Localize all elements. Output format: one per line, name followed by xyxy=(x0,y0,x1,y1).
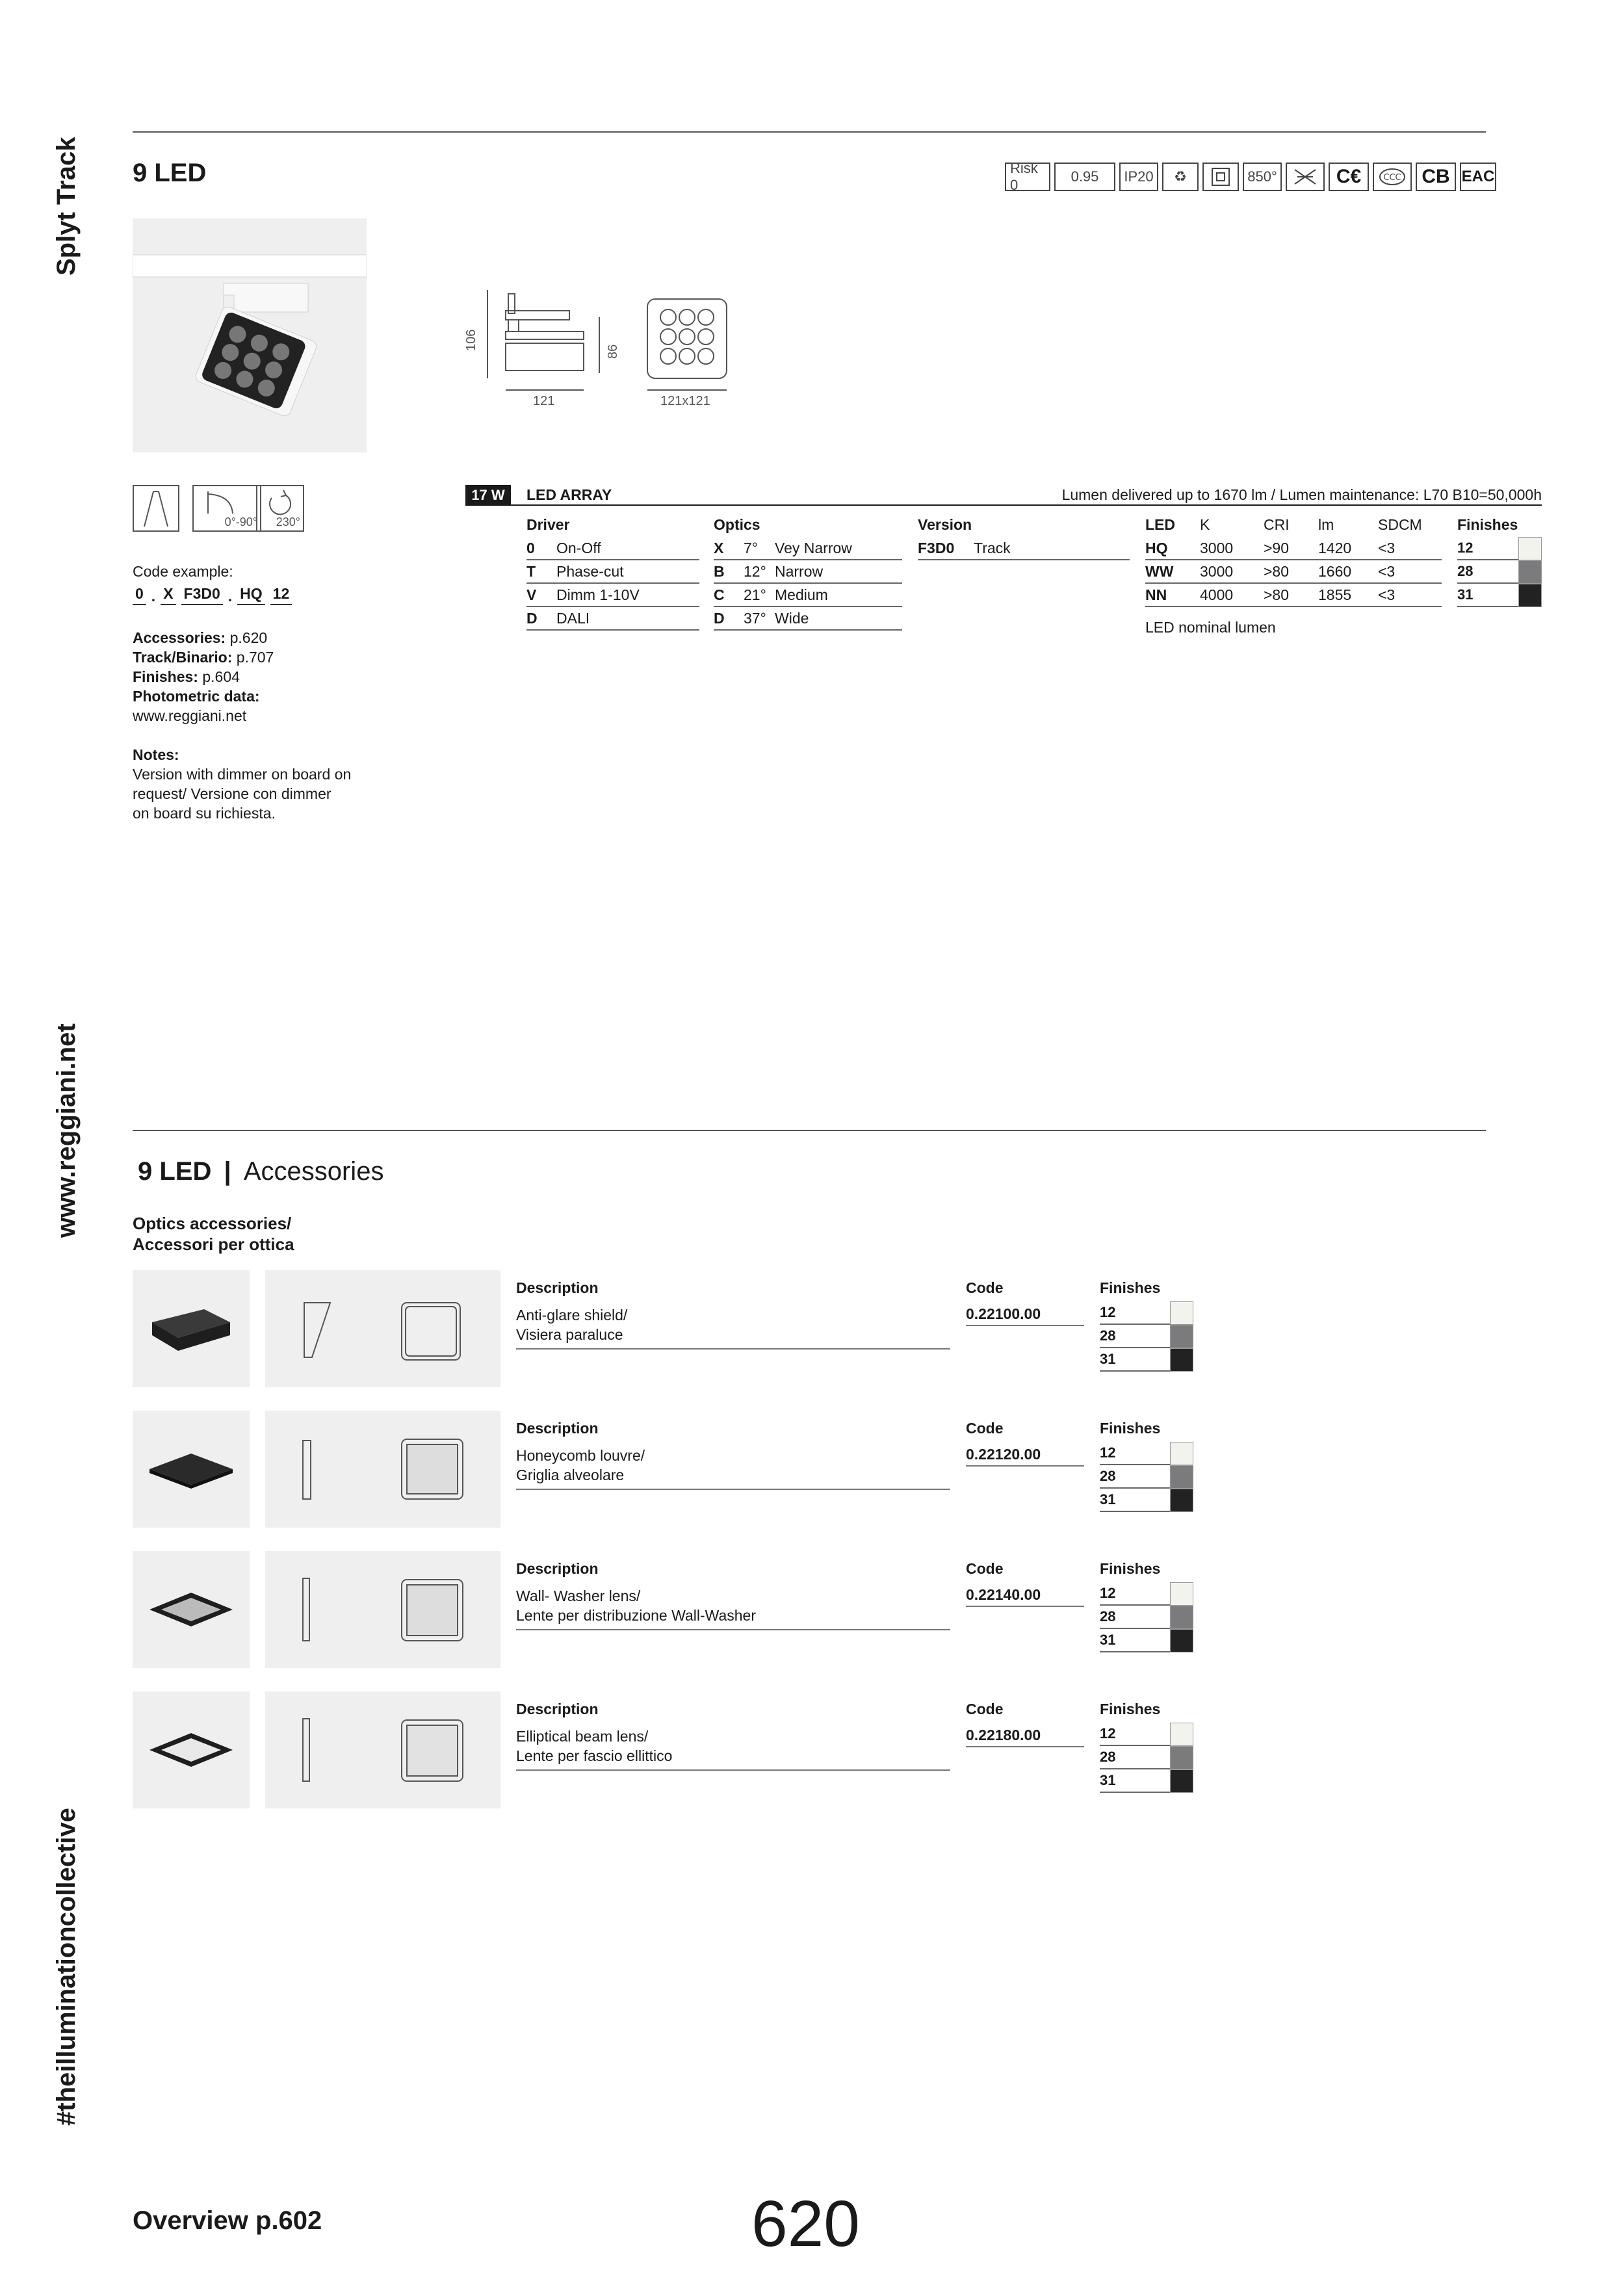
code-part-optics: X xyxy=(161,585,175,605)
certification-badges xyxy=(1005,160,1496,193)
head-height-dimension: 86 xyxy=(606,344,620,359)
acc-desc-line: Visiera paraluce xyxy=(516,1326,623,1343)
optics-header: Optics xyxy=(714,516,760,533)
class-two-icon xyxy=(1202,163,1239,191)
driver-label: Phase-cut xyxy=(556,562,624,580)
acc-fin-code: 28 xyxy=(1100,1749,1116,1765)
led-lm: 1660 xyxy=(1318,562,1352,580)
accessory-drawing-anti-glare xyxy=(265,1270,500,1387)
acc-fin-code: 28 xyxy=(1100,1327,1116,1344)
driver-code: D xyxy=(526,609,538,627)
led-header: LED xyxy=(1145,516,1175,533)
acc-fin-row-12 xyxy=(1100,1582,1193,1606)
accessories-title-main: 9 LED xyxy=(138,1157,212,1186)
led-sdcm: <3 xyxy=(1378,562,1396,580)
driver-code: V xyxy=(526,586,537,603)
finishes-header: Finishes xyxy=(1457,516,1518,533)
lumen-note: Lumen delivered up to 1670 lm / Lumen maintenance: L70 B10=50,000h xyxy=(1061,486,1542,503)
driver-label: Dimm 1-10V xyxy=(556,586,640,603)
led-row-nn xyxy=(1145,584,1442,607)
acc-desc-wall-washer xyxy=(516,1586,756,1625)
optics-row-x xyxy=(714,537,902,560)
acc-desc-line: Wall- Washer lens/ xyxy=(516,1587,641,1604)
acc-fin-code: 31 xyxy=(1100,1351,1116,1367)
track-page-link[interactable]: p.707 xyxy=(236,649,274,666)
acc-fin-swatch-white xyxy=(1170,1442,1193,1465)
title-separator: | xyxy=(224,1157,231,1186)
finish-code: 31 xyxy=(1457,586,1474,603)
acc-code-rule xyxy=(966,1746,1084,1747)
tilt-icon xyxy=(192,485,261,532)
acc-code-wall-washer: 0.22140.00 xyxy=(966,1586,1041,1603)
led-row-hq xyxy=(1145,537,1442,560)
acc-code-header: Code xyxy=(966,1279,1004,1296)
optics-row-c xyxy=(714,584,902,607)
acc-desc-rule xyxy=(516,1489,950,1490)
ccc-mark-icon xyxy=(1373,163,1412,191)
accessory-photo-wall-washer xyxy=(133,1551,250,1668)
accessories-title-sub: Accessories xyxy=(243,1157,384,1186)
k-header: K xyxy=(1200,516,1210,533)
led-code: WW xyxy=(1145,562,1174,580)
driver-label: On-Off xyxy=(556,539,601,556)
code-part-dot: . xyxy=(151,588,156,605)
risk-badge: Risk 0 xyxy=(1005,163,1050,191)
code-example-label: Code example: xyxy=(133,563,233,580)
acc-fin-code: 12 xyxy=(1100,1444,1116,1461)
driver-code: T xyxy=(526,562,536,580)
temperature-badge: 850° xyxy=(1243,163,1282,191)
cri-header: CRI xyxy=(1264,516,1290,533)
accessories-rule xyxy=(133,1130,1486,1131)
acc-fin-row-31 xyxy=(1100,1769,1193,1793)
acc-desc-rule xyxy=(516,1769,950,1771)
optics-label: Wide xyxy=(775,609,809,627)
driver-header: Driver xyxy=(526,516,570,533)
acc-fin-row-12 xyxy=(1100,1723,1193,1746)
acc-fin-swatch-white xyxy=(1170,1301,1193,1325)
optics-code: C xyxy=(714,586,725,603)
acc-fin-swatch-grey xyxy=(1170,1465,1193,1489)
sdcm-header: SDCM xyxy=(1378,516,1422,533)
optics-angle: 7° xyxy=(744,539,758,556)
acc-fin-swatch-grey xyxy=(1170,1606,1193,1629)
finish-code: 12 xyxy=(1457,540,1474,556)
acc-code-anti-glare: 0.22100.00 xyxy=(966,1305,1041,1322)
track-spot-illustration xyxy=(133,218,367,452)
optics-label: Narrow xyxy=(775,562,824,580)
acc-fin-swatch-white xyxy=(1170,1723,1193,1746)
driver-row-phase-cut xyxy=(526,560,699,584)
acc-fin-header: Finishes xyxy=(1100,1701,1161,1717)
top-rule xyxy=(133,131,1486,133)
ce-mark-icon: C€ xyxy=(1329,163,1369,191)
acc-desc-honeycomb xyxy=(516,1446,645,1485)
finish-code: 28 xyxy=(1457,563,1474,579)
acc-fin-swatch-grey xyxy=(1170,1325,1193,1348)
optics-angle: 37° xyxy=(744,609,766,627)
code-part-dot: . xyxy=(227,588,233,605)
acc-fin-row-31 xyxy=(1100,1348,1193,1372)
acc-fin-code: 31 xyxy=(1100,1772,1116,1788)
photometric-link[interactable]: www.reggiani.net xyxy=(133,707,247,724)
acc-fin-swatch-black xyxy=(1170,1348,1193,1372)
acc-desc-header: Description xyxy=(516,1701,599,1717)
acc-code-rule xyxy=(966,1465,1084,1467)
acc-fin-row-28 xyxy=(1100,1746,1193,1769)
led-lm: 1855 xyxy=(1318,586,1352,603)
power-badge: 17 W xyxy=(465,485,511,506)
optics-accessories-heading xyxy=(133,1213,294,1255)
optics-angle: 12° xyxy=(744,562,766,580)
version-row-track xyxy=(918,537,1130,560)
accessories-title xyxy=(138,1157,383,1186)
face-dimension: 121x121 xyxy=(660,394,710,408)
led-sdcm: <3 xyxy=(1378,586,1396,603)
acc-fin-row-12 xyxy=(1100,1442,1193,1465)
accessories-label: Accessories: xyxy=(133,629,226,646)
finish-swatch-grey xyxy=(1518,560,1542,584)
driver-row-dimm xyxy=(526,584,699,607)
acc-fin-row-12 xyxy=(1100,1301,1193,1325)
height-dimension: 106 xyxy=(464,329,478,351)
code-part-finish: 12 xyxy=(270,585,292,605)
led-code: HQ xyxy=(1145,539,1168,556)
led-k: 3000 xyxy=(1200,539,1234,556)
led-footnote: LED nominal lumen xyxy=(1145,619,1276,636)
optics-label: Vey Narrow xyxy=(775,539,852,556)
lm-header: lm xyxy=(1318,516,1334,533)
acc-code-elliptical: 0.22180.00 xyxy=(966,1727,1041,1743)
accessory-photo-elliptical xyxy=(133,1691,250,1808)
cb-badge: CB xyxy=(1416,163,1456,191)
acc-code-header: Code xyxy=(966,1420,1004,1437)
width-dimension: 121 xyxy=(533,394,555,408)
acc-fin-row-28 xyxy=(1100,1465,1193,1489)
rotation-icon xyxy=(256,485,304,532)
finish-row-31 xyxy=(1457,584,1542,607)
acc-desc-line: Griglia alveolare xyxy=(516,1467,625,1483)
ip-badge: IP20 xyxy=(1119,163,1158,191)
heading-line-en: Optics accessories/ xyxy=(133,1214,292,1233)
notes-label: Notes: xyxy=(133,746,179,763)
led-k: 4000 xyxy=(1200,586,1234,603)
accessory-photo-anti-glare xyxy=(133,1270,250,1387)
finish-row-28 xyxy=(1457,560,1542,584)
website-side-text: www.reggiani.net xyxy=(52,1023,81,1238)
version-code: F3D0 xyxy=(918,539,955,556)
dimension-drawing xyxy=(455,281,754,411)
led-cri: >80 xyxy=(1264,586,1290,603)
finish-swatch-black xyxy=(1518,584,1542,607)
led-code: NN xyxy=(1145,586,1167,603)
notes-line: request/ Versione con dimmer xyxy=(133,785,331,802)
acc-fin-swatch-black xyxy=(1170,1629,1193,1652)
acc-code-rule xyxy=(966,1325,1084,1326)
acc-fin-code: 12 xyxy=(1100,1725,1116,1742)
hashtag-side-text: #theilluminationcollective xyxy=(52,1807,81,2126)
acc-desc-header: Description xyxy=(516,1420,599,1437)
acc-fin-row-28 xyxy=(1100,1606,1193,1629)
overview-link[interactable]: Overview p.602 xyxy=(133,2206,322,2235)
driver-code: 0 xyxy=(526,539,535,556)
acc-code-honeycomb: 0.22120.00 xyxy=(966,1446,1041,1463)
product-title: 9 LED xyxy=(133,159,207,187)
finishes-page-link[interactable]: p.604 xyxy=(202,668,240,685)
recycle-icon: ♻ xyxy=(1162,163,1199,191)
optics-code: X xyxy=(714,539,724,556)
led-cri: >90 xyxy=(1264,539,1290,556)
brand-side-title: Splyt Track xyxy=(52,137,81,276)
acc-code-rule xyxy=(966,1606,1084,1607)
accessory-drawing-wall-washer xyxy=(265,1551,500,1668)
version-label: Track xyxy=(974,539,1011,556)
optics-angle: 21° xyxy=(744,586,766,603)
rotation-angle-label: 230° xyxy=(276,515,300,528)
page-number: 620 xyxy=(751,2187,860,2260)
heading-line-it: Accessori per ottica xyxy=(133,1234,294,1254)
led-row-ww xyxy=(1145,560,1442,584)
acc-fin-header: Finishes xyxy=(1100,1420,1161,1437)
accessory-drawing-honeycomb xyxy=(265,1411,500,1528)
code-part-version: F3D0 xyxy=(181,585,223,605)
acc-fin-row-31 xyxy=(1100,1629,1193,1652)
led-sdcm: <3 xyxy=(1378,539,1396,556)
finish-row-12 xyxy=(1457,537,1542,560)
code-example xyxy=(133,585,292,605)
acc-desc-line: Honeycomb louvre/ xyxy=(516,1447,645,1464)
optics-code: B xyxy=(714,562,725,580)
acc-fin-swatch-black xyxy=(1170,1769,1193,1793)
power-factor-badge: 0.95 xyxy=(1054,163,1115,191)
optics-row-d xyxy=(714,607,902,631)
acc-desc-elliptical xyxy=(516,1727,672,1766)
acc-desc-header: Description xyxy=(516,1560,599,1577)
acc-desc-header: Description xyxy=(516,1279,599,1296)
accessory-photo-honeycomb xyxy=(133,1411,250,1528)
accessories-page-link[interactable]: p.620 xyxy=(229,629,268,646)
acc-fin-code: 12 xyxy=(1100,1585,1116,1601)
acc-desc-line: Lente per fascio ellittico xyxy=(516,1747,673,1764)
acc-desc-line: Anti-glare shield/ xyxy=(516,1307,628,1324)
acc-fin-row-31 xyxy=(1100,1489,1193,1512)
product-photo xyxy=(133,218,367,452)
acc-code-header: Code xyxy=(966,1701,1004,1717)
acc-desc-rule xyxy=(516,1348,950,1350)
no-covering-icon xyxy=(1286,163,1325,191)
code-part-driver: 0 xyxy=(133,585,146,605)
track-label: Track/Binario: xyxy=(133,649,233,666)
acc-desc-line: Lente per distribuzione Wall-Washer xyxy=(516,1607,757,1624)
code-part-led: HQ xyxy=(237,585,265,605)
finishes-label: Finishes: xyxy=(133,668,198,685)
spec-header-rule xyxy=(511,504,1542,506)
acc-fin-swatch-grey xyxy=(1170,1746,1193,1769)
svg-text:CCC: CCC xyxy=(1383,173,1401,183)
notes-block xyxy=(133,745,351,823)
references-block xyxy=(133,628,274,725)
notes-line: on board su richiesta. xyxy=(133,805,276,822)
optics-row-b xyxy=(714,560,902,584)
acc-desc-line: Elliptical beam lens/ xyxy=(516,1728,649,1745)
optics-label: Medium xyxy=(775,586,828,603)
acc-desc-rule xyxy=(516,1629,950,1630)
driver-label: DALI xyxy=(556,609,590,627)
eac-mark-icon: EAC xyxy=(1460,163,1496,191)
optics-code: D xyxy=(714,609,725,627)
beam-icon xyxy=(133,485,179,532)
led-array-label: LED ARRAY xyxy=(526,486,612,503)
acc-fin-code: 28 xyxy=(1100,1608,1116,1624)
accessory-drawing-elliptical xyxy=(265,1691,500,1808)
finish-swatch-white xyxy=(1518,537,1542,560)
acc-fin-code: 31 xyxy=(1100,1632,1116,1648)
acc-fin-header: Finishes xyxy=(1100,1279,1161,1296)
acc-code-header: Code xyxy=(966,1560,1004,1577)
acc-fin-swatch-black xyxy=(1170,1489,1193,1512)
notes-line: Version with dimmer on board on xyxy=(133,766,352,783)
acc-fin-row-28 xyxy=(1100,1325,1193,1348)
led-cri: >80 xyxy=(1264,562,1290,580)
driver-row-on-off xyxy=(526,537,699,560)
acc-fin-swatch-white xyxy=(1170,1582,1193,1606)
acc-fin-code: 31 xyxy=(1100,1491,1116,1507)
led-lm: 1420 xyxy=(1318,539,1352,556)
photometric-label: Photometric data: xyxy=(133,688,260,705)
acc-fin-code: 28 xyxy=(1100,1468,1116,1484)
acc-fin-code: 12 xyxy=(1100,1304,1116,1320)
acc-desc-anti-glare xyxy=(516,1305,627,1344)
tilt-angle-label: 0°-90° xyxy=(224,515,257,528)
led-k: 3000 xyxy=(1200,562,1234,580)
acc-fin-header: Finishes xyxy=(1100,1560,1161,1577)
version-header: Version xyxy=(918,516,972,533)
driver-row-dali xyxy=(526,607,699,631)
